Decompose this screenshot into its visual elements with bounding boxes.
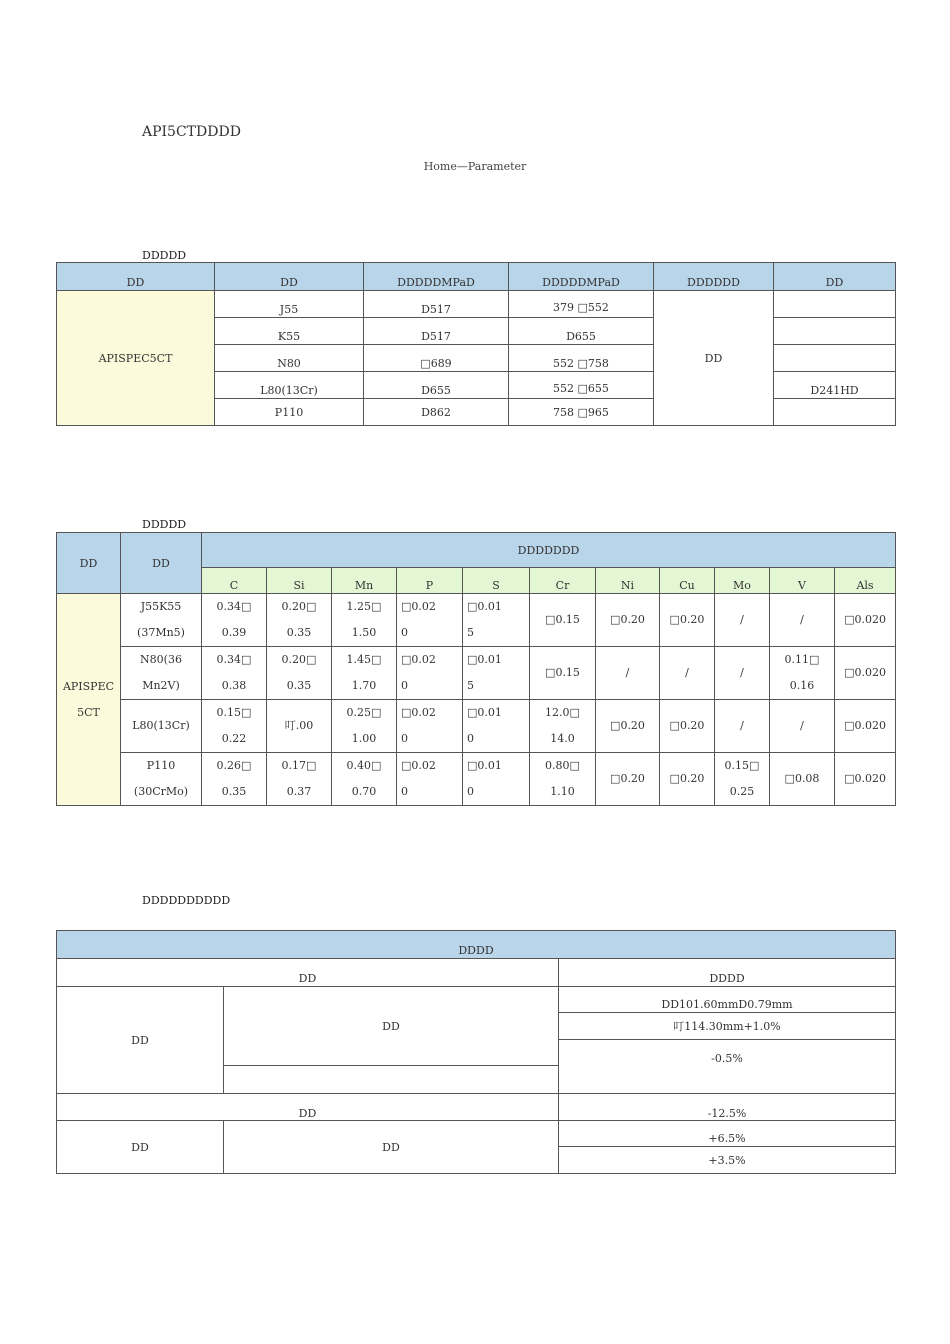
composition-line: 12.0□ (545, 706, 580, 719)
yield-cell: D517 (364, 291, 509, 318)
composition-line: □0.15 (545, 613, 580, 626)
grade-line: L80(13Cr) (132, 719, 190, 732)
yield-cell: D862 (364, 399, 509, 426)
composition-line: 叮.00 (284, 719, 314, 732)
composition-line: 0 (467, 785, 474, 798)
composition-line: □0.20 (669, 613, 705, 626)
composition-cell (397, 700, 463, 753)
tensile-cell: D655 (509, 318, 654, 345)
weight-value: +3.5% (559, 1147, 896, 1174)
table1-header-cell: DD (215, 263, 364, 291)
composition-cell (596, 753, 660, 806)
composition-line: 0 (401, 626, 408, 639)
composition-cell (202, 647, 267, 700)
composition-line: / (800, 719, 804, 732)
composition-cell (332, 647, 397, 700)
composition-line: □0.01 (467, 759, 502, 772)
od-empty-cell (224, 1066, 559, 1094)
composition-line: □0.20 (610, 772, 645, 785)
element-header-cell: Cu (660, 568, 715, 594)
composition-cell (715, 594, 770, 647)
composition-line: / (685, 666, 689, 679)
composition-line: 0.34□ (216, 600, 252, 613)
grade-line: N80(36 (140, 653, 182, 666)
composition-line: □0.15 (545, 666, 580, 679)
composition-line: 0.11□ (784, 653, 820, 666)
od-value: DD101.60mmD0.79mm (559, 987, 896, 1013)
composition-cell (202, 594, 267, 647)
grade-line: P110 (146, 759, 176, 772)
grade-line: (30CrMo) (133, 785, 189, 798)
tolerance-table (56, 930, 896, 1174)
composition-line: 1.10 (550, 785, 575, 798)
composition-cell (267, 700, 332, 753)
composition-line: 0.40□ (346, 759, 382, 772)
composition-line: 0.25 (729, 785, 755, 798)
element-header-cell: V (770, 568, 835, 594)
element-header-cell: P (397, 568, 463, 594)
composition-line: 0.35 (221, 785, 247, 798)
composition-line: □0.020 (844, 719, 886, 732)
standard-line: APISPEC (62, 679, 115, 693)
composition-line: 0.80□ (545, 759, 580, 772)
grade-cell: L80(13Cr) (215, 372, 364, 399)
composition-cell (332, 594, 397, 647)
od-sub-label: DD (224, 987, 559, 1066)
tensile-cell: 552 □655 (509, 372, 654, 399)
grade-line: Mn2V) (142, 679, 180, 692)
table2-title: DDDDD (142, 518, 187, 531)
composition-line: 1.45□ (346, 653, 382, 666)
grade-cell (121, 700, 202, 753)
composition-cell (770, 700, 835, 753)
od-value: -0.5% (559, 1040, 896, 1094)
tensile-cell: 758 □965 (509, 399, 654, 426)
weight-value: +6.5% (559, 1121, 896, 1147)
grade-line: J55K55 (140, 600, 182, 613)
composition-cell (463, 753, 530, 806)
composition-line: 0 (467, 732, 474, 745)
table-row (57, 753, 896, 806)
composition-line: □0.020 (844, 666, 886, 679)
composition-line: 0.20□ (281, 653, 317, 666)
grade-cell (121, 753, 202, 806)
document-title: API5CTDDDD (142, 124, 241, 140)
table-row (57, 291, 896, 318)
composition-cell (596, 594, 660, 647)
element-header-cell: C (202, 568, 267, 594)
composition-cell (332, 700, 397, 753)
composition-cell (715, 700, 770, 753)
composition-cell (835, 647, 896, 700)
table1-header-cell: DDDDDMPaD (509, 263, 654, 291)
col-header-right: DDDD (559, 959, 896, 987)
grade-cell: K55 (215, 318, 364, 345)
element-header-cell: Ni (596, 568, 660, 594)
table1-title: DDDDD (142, 249, 187, 262)
composition-cell (770, 753, 835, 806)
composition-cell (202, 700, 267, 753)
composition-line: 0.38 (221, 679, 247, 692)
composition-line: 5 (467, 679, 474, 692)
standard-line: 5CT (77, 705, 100, 719)
composition-cell (202, 753, 267, 806)
composition-cell (835, 700, 896, 753)
table1-header-cell: DDDDDMPaD (364, 263, 509, 291)
wall-label: DD (57, 1094, 559, 1121)
extra-cell: D241HD (774, 372, 896, 399)
composition-line: / (740, 613, 744, 626)
tensile-cell: 552 □758 (509, 345, 654, 372)
standard-cell (57, 594, 121, 806)
composition-cell (397, 753, 463, 806)
composition-cell (397, 594, 463, 647)
element-header-cell: Mo (715, 568, 770, 594)
composition-line: □0.01 (467, 653, 502, 666)
composition-line: □0.20 (610, 719, 645, 732)
composition-cell (530, 594, 596, 647)
table2-header-cell: DD (57, 533, 121, 594)
composition-line: □0.20 (669, 719, 705, 732)
composition-line: □0.02 (401, 706, 436, 719)
composition-line: □0.01 (467, 706, 502, 719)
element-header-cell: Cr (530, 568, 596, 594)
composition-line: / (740, 666, 744, 679)
table3-header-row (57, 931, 896, 959)
table-row (57, 959, 896, 987)
composition-cell (835, 753, 896, 806)
composition-cell (660, 753, 715, 806)
element-header-cell: S (463, 568, 530, 594)
composition-cell (660, 700, 715, 753)
standard-cell: APISPEC5CT (57, 291, 215, 426)
composition-line: □0.020 (844, 613, 886, 626)
composition-line: 0.34□ (216, 653, 252, 666)
yield-cell: D655 (364, 372, 509, 399)
table2-header-cell: DD (121, 533, 202, 594)
composition-cell (596, 700, 660, 753)
table2-header-group: DDDDDDD (202, 533, 896, 568)
mechanical-properties-table (56, 262, 896, 426)
composition-line: □0.20 (669, 772, 705, 785)
tensile-cell: 379 □552 (509, 291, 654, 318)
table-row (57, 700, 896, 753)
composition-cell (770, 647, 835, 700)
table-row (57, 647, 896, 700)
composition-line: 0.37 (286, 785, 312, 798)
composition-line: 0.20□ (281, 600, 317, 613)
grade-cell: P110 (215, 399, 364, 426)
weight-sub-label: DD (224, 1121, 559, 1174)
composition-cell (267, 594, 332, 647)
composition-cell (463, 647, 530, 700)
composition-line: 0 (401, 679, 408, 692)
wall-value: -12.5% (559, 1094, 896, 1121)
composition-line: / (740, 719, 744, 732)
composition-cell (530, 753, 596, 806)
table3-title: DDDDDDDDDD (142, 894, 231, 907)
composition-line: 1.00 (351, 732, 377, 745)
composition-cell (332, 753, 397, 806)
col-header-left: DD (57, 959, 559, 987)
composition-line: 0.22 (221, 732, 247, 745)
composition-line: 0.35 (286, 626, 312, 639)
composition-line: □0.08 (784, 772, 820, 785)
composition-line: □0.02 (401, 759, 436, 772)
composition-line: / (800, 613, 804, 626)
extra-cell (774, 399, 896, 426)
composition-line: 1.70 (351, 679, 377, 692)
element-header-cell: Mn (332, 568, 397, 594)
composition-line: / (625, 666, 630, 679)
table2-header-row (57, 533, 896, 568)
element-header-cell: Si (267, 568, 332, 594)
composition-cell (715, 753, 770, 806)
extra-cell (774, 318, 896, 345)
composition-cell (596, 647, 660, 700)
composition-line: 0.15□ (216, 706, 252, 719)
table-row (57, 1121, 896, 1147)
table-row (57, 987, 896, 1013)
composition-line: 0 (401, 732, 408, 745)
composition-line: □0.020 (844, 772, 886, 785)
composition-cell (660, 647, 715, 700)
element-header-cell: Als (835, 568, 896, 594)
composition-line: 1.25□ (346, 600, 382, 613)
table1-header-cell: DD (774, 263, 896, 291)
composition-line: 0.16 (789, 679, 815, 692)
composition-line: 0.35 (286, 679, 312, 692)
table3-header: DDDD (57, 931, 896, 959)
table1-header-row (57, 263, 896, 291)
composition-cell (463, 700, 530, 753)
extra-cell (774, 291, 896, 318)
od-value: 叮114.30mm+1.0% (559, 1013, 896, 1040)
merged-cell: DD (654, 291, 774, 426)
grade-cell (121, 647, 202, 700)
composition-cell (463, 594, 530, 647)
od-label: DD (57, 987, 224, 1094)
composition-line: 0 (401, 785, 408, 798)
grade-cell: N80 (215, 345, 364, 372)
composition-cell (530, 700, 596, 753)
composition-line: 0.25□ (346, 706, 382, 719)
yield-cell: □689 (364, 345, 509, 372)
yield-cell: D517 (364, 318, 509, 345)
table-row (57, 1094, 896, 1121)
weight-label: DD (57, 1121, 224, 1174)
grade-line: (37Mn5) (137, 626, 185, 639)
grade-cell (121, 594, 202, 647)
composition-line: 0.17□ (281, 759, 317, 772)
composition-cell (397, 647, 463, 700)
composition-cell (267, 647, 332, 700)
composition-line: 0.70 (351, 785, 377, 798)
table-row (57, 594, 896, 647)
composition-line: □0.02 (401, 600, 436, 613)
composition-line: □0.02 (401, 653, 436, 666)
composition-line: 0.39 (221, 626, 247, 639)
composition-line: 0.15□ (724, 759, 760, 772)
table1-header-cell: DD (57, 263, 215, 291)
table1-header-cell: DDDDDD (654, 263, 774, 291)
composition-cell (770, 594, 835, 647)
composition-cell (660, 594, 715, 647)
composition-line: 14.0 (550, 732, 575, 745)
composition-line: □0.20 (610, 613, 645, 626)
composition-line: 1.50 (351, 626, 377, 639)
composition-cell (267, 753, 332, 806)
chemical-composition-table (56, 532, 896, 806)
composition-line: □0.01 (467, 600, 502, 613)
composition-cell (530, 647, 596, 700)
composition-line: 0.26□ (216, 759, 252, 772)
extra-cell (774, 345, 896, 372)
composition-cell (715, 647, 770, 700)
composition-cell (835, 594, 896, 647)
grade-cell: J55 (215, 291, 364, 318)
composition-line: 5 (467, 626, 474, 639)
breadcrumb[interactable]: Home—Parameter (423, 160, 527, 173)
